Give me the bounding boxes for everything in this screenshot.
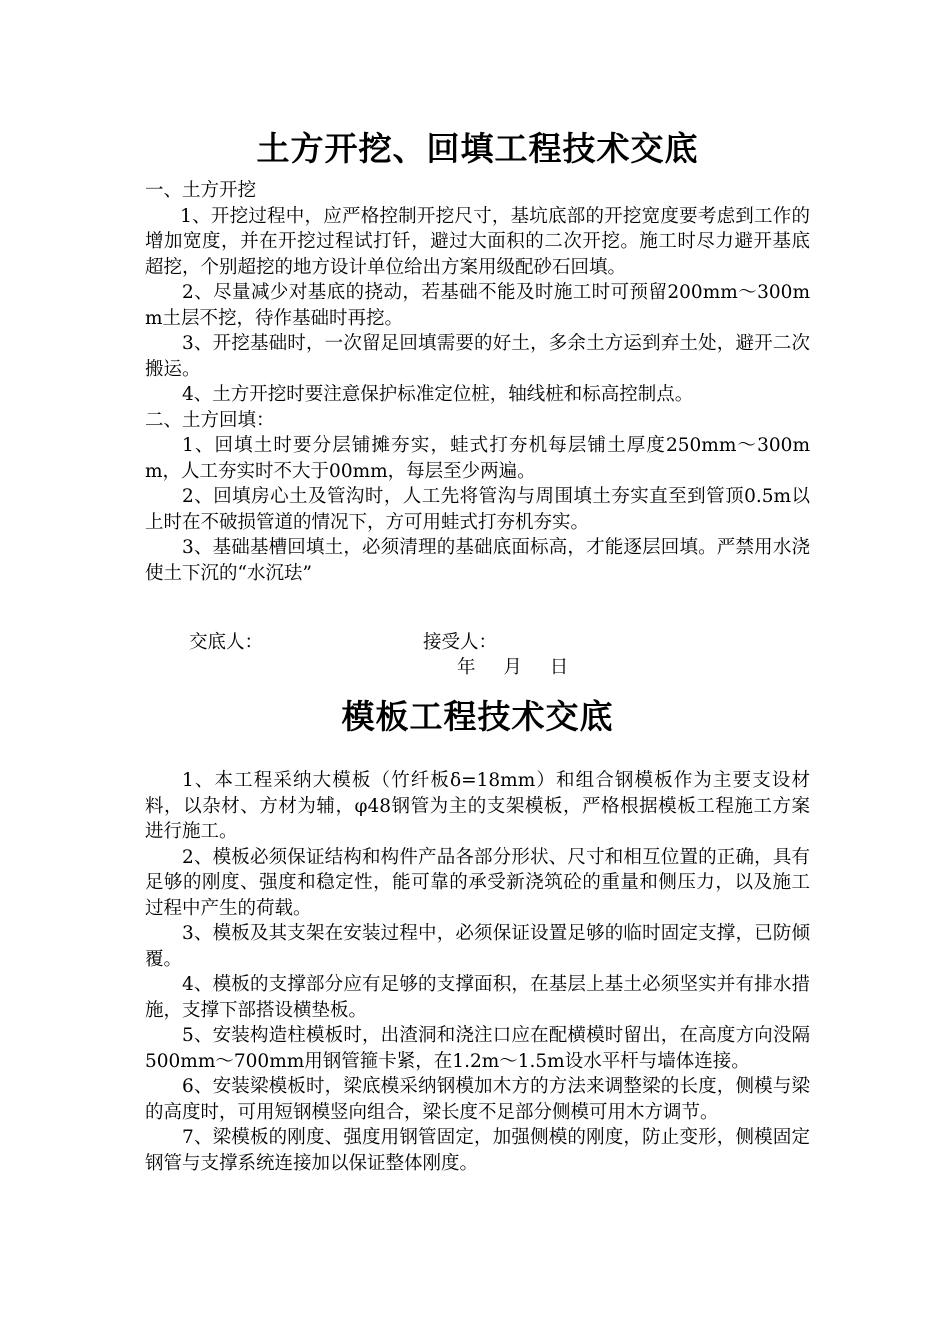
date-label: 年 月 日: [457, 657, 571, 678]
excavation-item-3: 3、开挖基础时，一次留足回填需要的好土，多余土方运到弃土处，避开二次搬运。: [145, 333, 810, 380]
formwork-title: 模板工程技术交底: [341, 697, 614, 736]
backfill-item-3: 3、基础基槽回填土，必须清理的基础底面标高，才能逐层回填。严禁用水浇使土下沉的“水沉珐”: [145, 537, 810, 584]
formwork-item-1: 1、本工程采纳大模板（竹纤板δ=18mm）和组合钢模板作为主要支设材料，以杂材、方材为辅，φ48钢管为主的支架模板，严格根据模板工程施工方案进行施工。: [145, 770, 810, 842]
formwork-item-6: 6、安装梁模板时，梁底模采纳钢模加木方的方法来调整梁的长度，侧模与梁的高度时，可用短钢模竖向组合，梁长度不足部分侧模可用木方调节。: [145, 1076, 810, 1123]
backfill-heading: 二、土方回填：: [145, 409, 275, 431]
backfill-item-2: 2、回填房心土及管沟时，人工先将管沟与周围填土夯实直至到管顶0.5m以上时在不破损管道的情况下，方可用蛙式打夯机夯实。: [145, 486, 810, 533]
document-page: [145, 120, 810, 1176]
excavation-heading: 一、土方开挖: [145, 180, 257, 201]
formwork-item-4: 4、模板的支撑部分应有足够的支撑面积，在基层上基土必须坚实并有排水措施，支撑下部搭设横垫板。: [145, 974, 810, 1021]
signature-block: [145, 630, 810, 682]
giver-label: 交底人：: [189, 632, 264, 653]
backfill-item-1: 1、回填土时要分层铺摊夯实，蛙式打夯机每层铺土厚度250mm～300mm，人工夯实时不大于00mm，每层至少两遍。: [145, 435, 810, 482]
formwork-item-2: 2、模板必须保证结构和构件产品各部分形状、尺寸和相互位置的正确，具有足够的刚度、强度和稳定性，能可靠的承受新浇筑砼的重量和侧压力，以及施工过程中产生的荷载。: [145, 846, 810, 919]
excavation-item-4: 4、土方开挖时要注意保护标准定位桩，轴线桩和标高控制点。: [182, 384, 694, 405]
formwork-item-7: 7、梁模板的刚度、强度用钢管固定，加强侧模的刚度，防止变形，侧模固定钢管与支撑系统连接加以保证整体刚度。: [145, 1127, 810, 1174]
formwork-item-3: 3、模板及其支架在安装过程中，必须保证设置足够的临时固定支撑，已防倾覆。: [145, 923, 810, 970]
excavation-item-2: 2、尽量减少对基底的挠动，若基础不能及时施工时可预留200mm～300mm土层不挖，待作基础时再挖。: [145, 282, 810, 329]
earthwork-title: 土方开挖、回填工程技术交底: [256, 129, 699, 168]
excavation-item-1: 1、开挖过程中，应严格控制开挖尺寸，基坑底部的开挖宽度要考虑到工作的增加宽度，并在开挖过程试打钎，避过大面积的二次开挖。施工时尽力避开基底超挖，个别超挖的地方设计单位给出方案用级配砂石回填。: [145, 205, 810, 278]
formwork-item-5: 5、安装构造柱模板时，出渣洞和浇注口应在配横模时留出，在高度方向没隔500mm～700mm用钢管箍卡紧，在1.2m～1.5m设水平杆与墙体连接。: [145, 1025, 810, 1072]
receiver-label: 接受人：: [423, 632, 498, 653]
